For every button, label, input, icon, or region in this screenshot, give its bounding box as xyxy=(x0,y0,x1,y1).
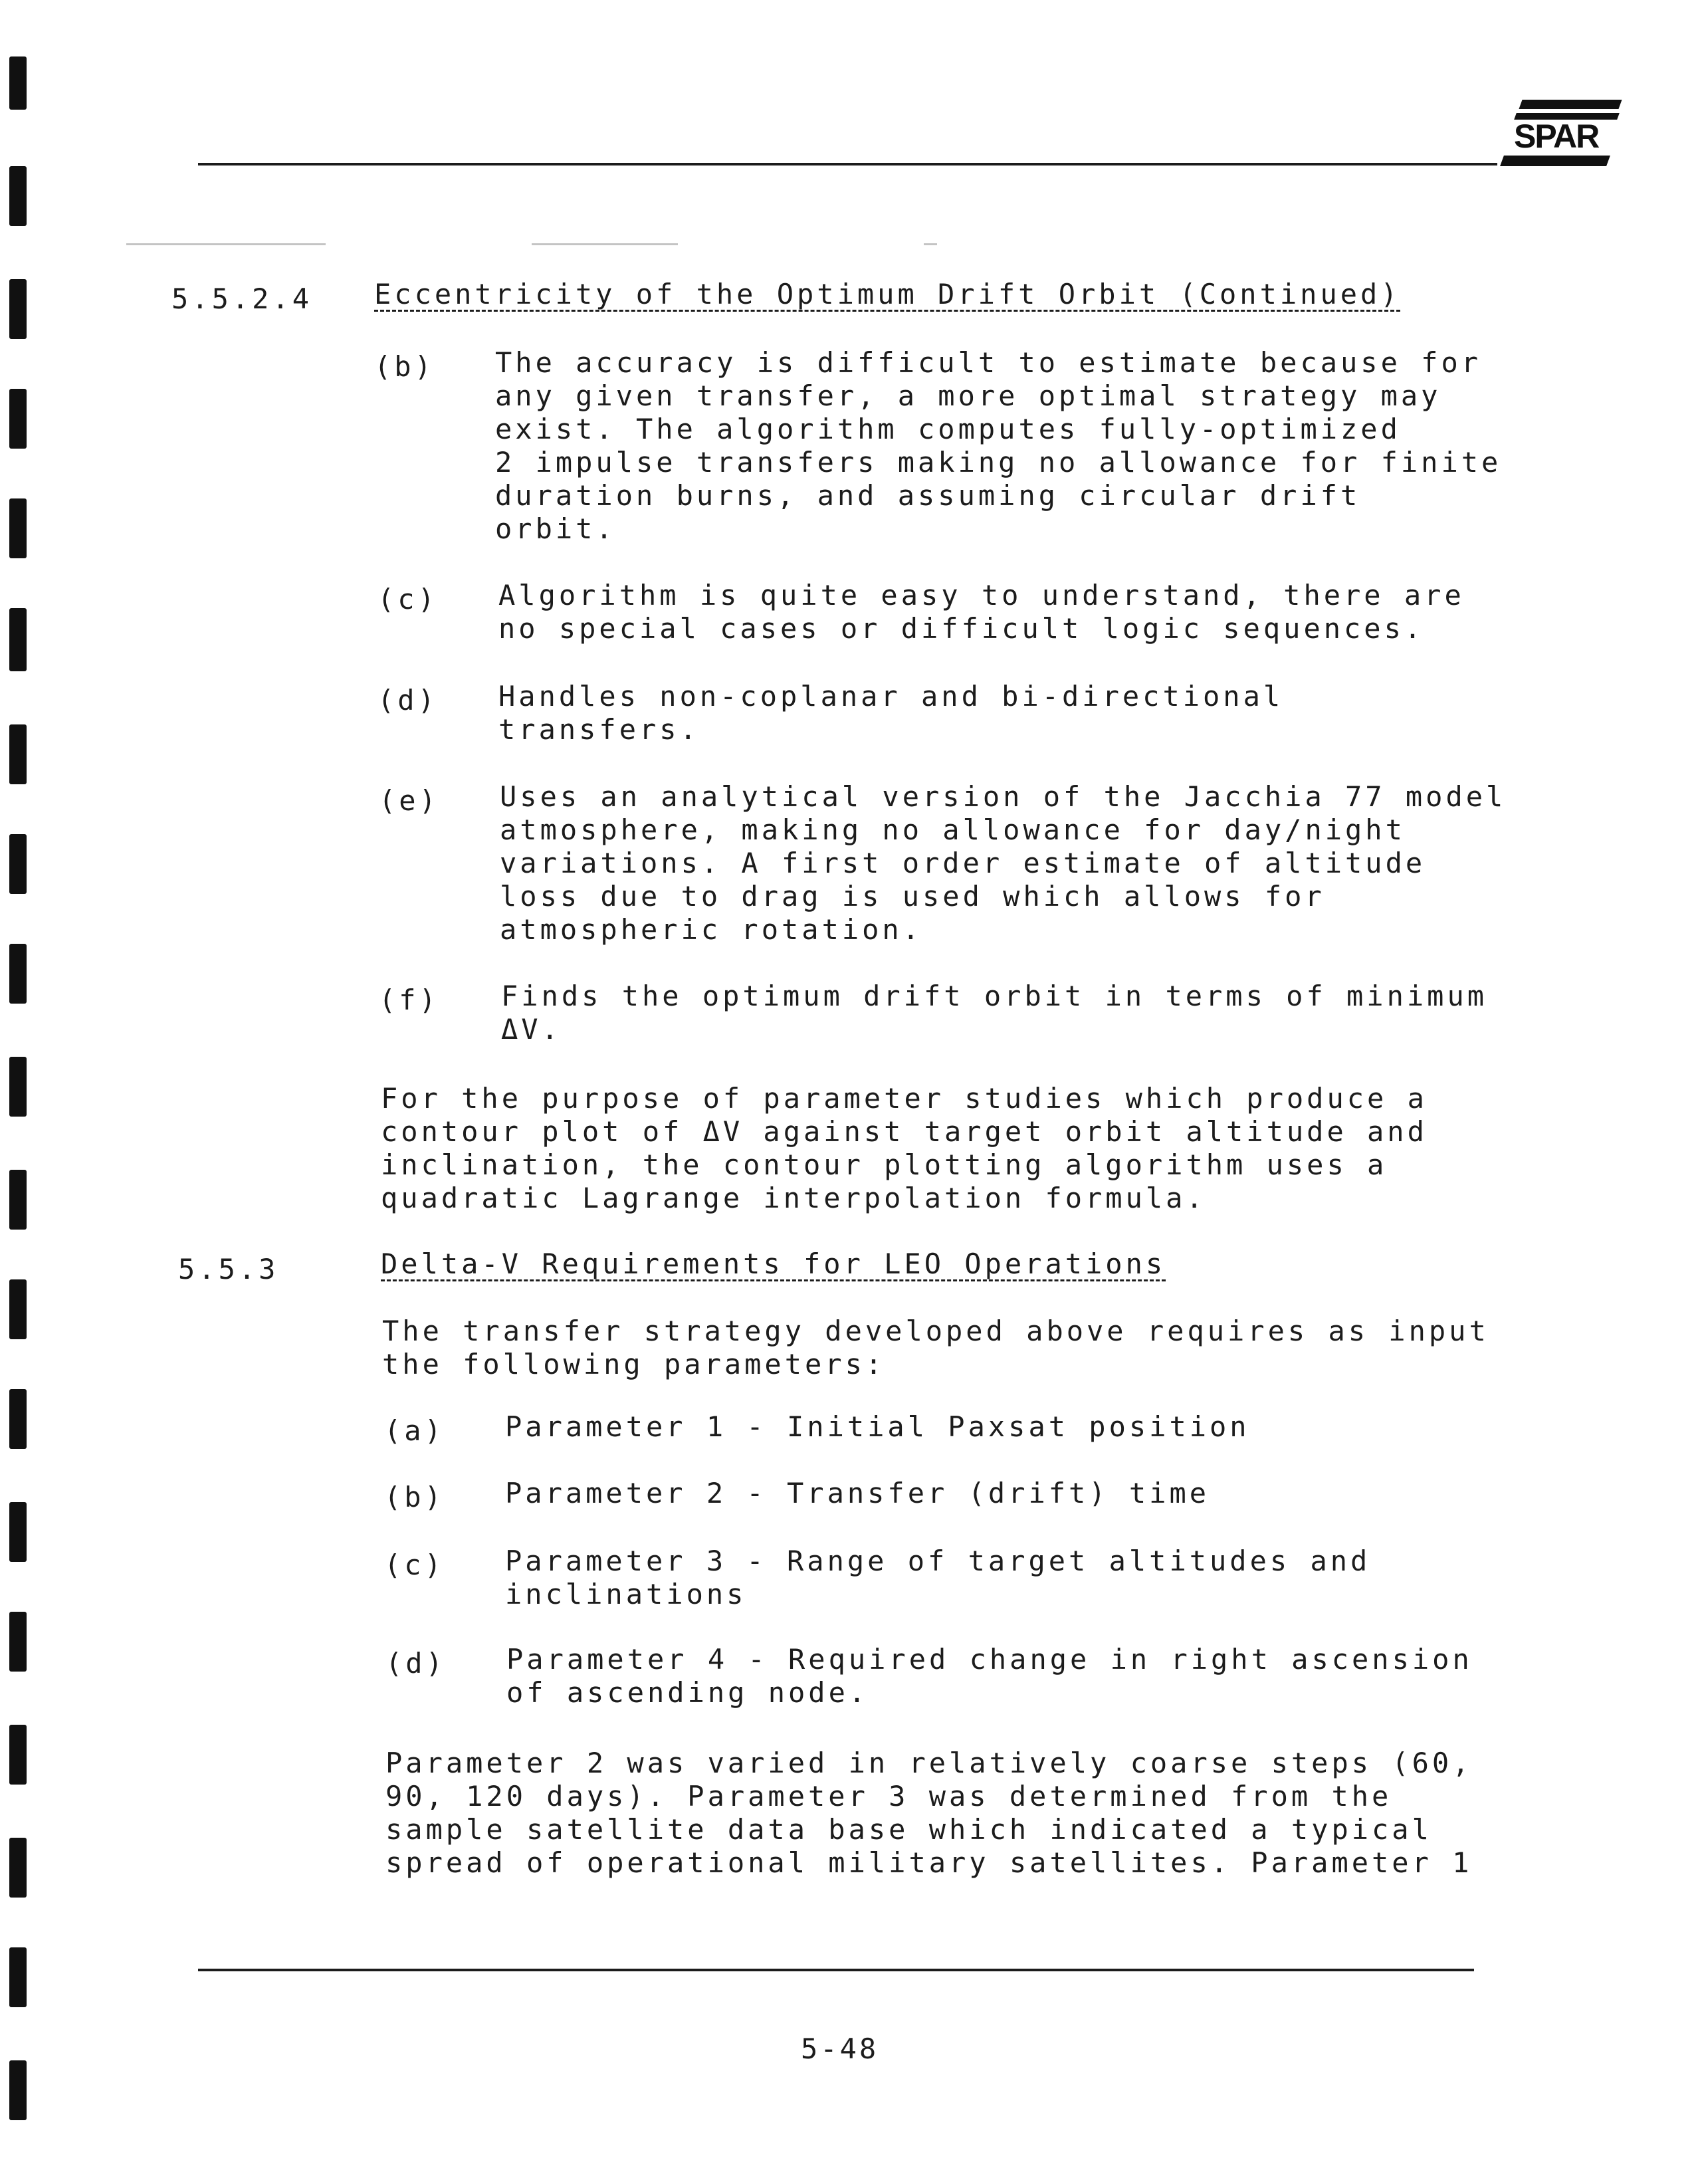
item-label: (b) xyxy=(384,1481,445,1513)
logo-text: SPAR xyxy=(1514,118,1599,155)
section-number: 5.5.2.4 xyxy=(171,282,313,315)
item-label: (c) xyxy=(384,1549,445,1581)
scan-edge-mark xyxy=(9,834,27,894)
scan-speck xyxy=(532,243,678,245)
scan-edge-mark xyxy=(9,724,27,784)
scan-edge-mark xyxy=(9,389,27,449)
page-number: 5-48 xyxy=(801,2032,879,2065)
spar-logo xyxy=(1501,100,1627,173)
scan-edge-mark xyxy=(9,1612,27,1672)
item-label: (f) xyxy=(379,984,439,1016)
item-label: (e) xyxy=(379,784,439,817)
scan-edge-mark xyxy=(9,1502,27,1562)
scan-edge-mark xyxy=(9,1838,27,1898)
scan-edge-mark xyxy=(9,2060,27,2120)
scan-edge-mark xyxy=(9,608,27,671)
scan-edge-mark xyxy=(9,166,27,226)
scan-edge-mark xyxy=(9,1725,27,1785)
scan-edge-mark xyxy=(9,279,27,339)
scan-speck xyxy=(126,243,326,245)
scan-edge-mark xyxy=(9,56,27,110)
list-item-text: Parameter 2 - Transfer (drift) time xyxy=(505,1477,1210,1509)
scan-edge-mark xyxy=(9,1170,27,1230)
footer-rule xyxy=(198,1969,1474,1971)
scan-edge-mark xyxy=(9,1057,27,1117)
header-rule xyxy=(198,163,1497,165)
scan-edge-mark xyxy=(9,944,27,1004)
item-label: (c) xyxy=(377,583,438,615)
item-label: (d) xyxy=(385,1647,446,1680)
list-item-text: Parameter 1 - Initial Paxsat position xyxy=(505,1410,1250,1443)
section-title: Delta-V Requirements for LEO Operations xyxy=(381,1248,1166,1280)
section-number: 5.5.3 xyxy=(178,1253,279,1285)
scan-edge-mark xyxy=(9,1279,27,1339)
scan-edge-mark xyxy=(9,498,27,558)
scan-edge-mark xyxy=(9,1389,27,1449)
item-label: (d) xyxy=(377,684,438,716)
section-title: Eccentricity of the Optimum Drift Orbit (Continued) xyxy=(374,278,1401,310)
item-label: (b) xyxy=(374,350,435,383)
scan-speck xyxy=(924,243,937,245)
scan-edge-mark xyxy=(9,1947,27,2007)
item-label: (a) xyxy=(384,1414,445,1447)
